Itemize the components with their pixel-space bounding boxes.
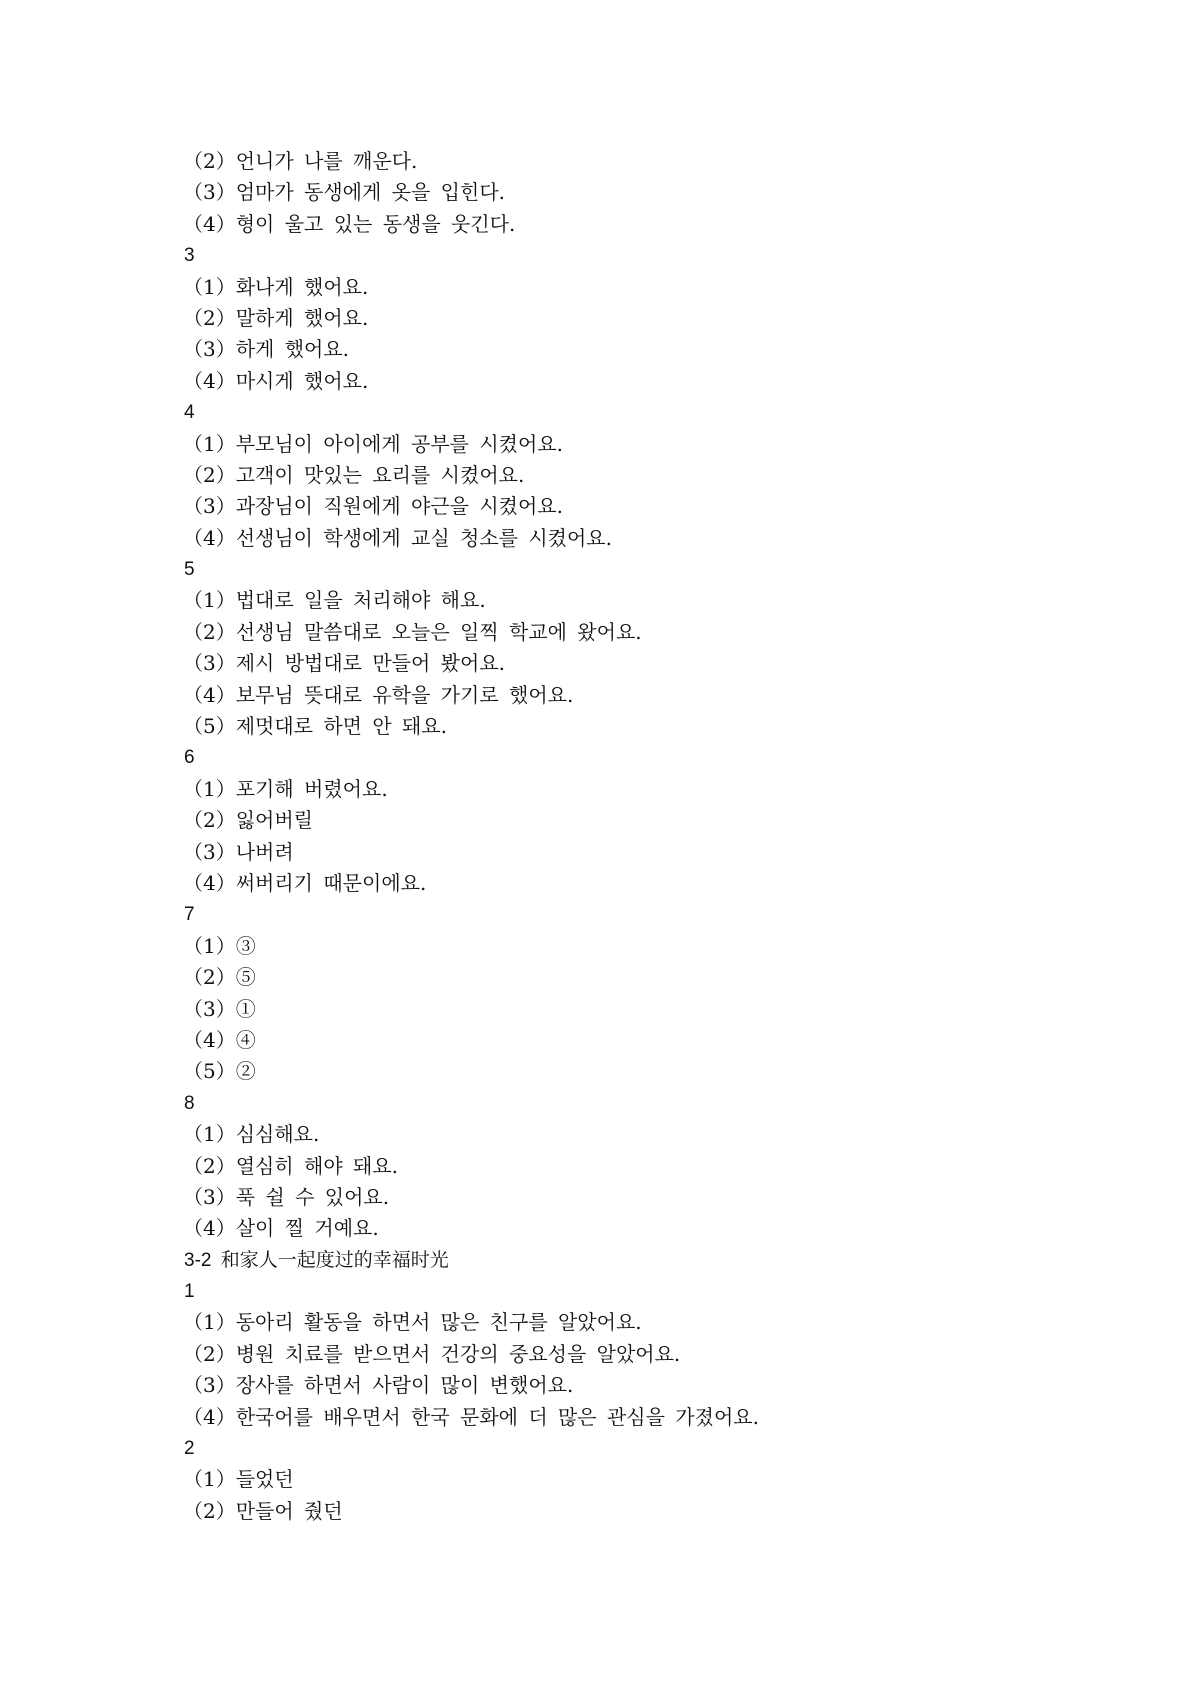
answer-line: （1）포기해 버렸어요.: [183, 776, 388, 801]
answer-line: （2）잃어버릴: [183, 808, 314, 833]
answer-line: （5）제멋대로 하면 안 돼요.: [183, 714, 448, 739]
answer-line: （2）병원 치료를 받으면서 건강의 중요성을 알았어요.: [183, 1341, 681, 1366]
question-number: 6: [184, 747, 195, 769]
question-number: 4: [184, 402, 195, 424]
answer-line: （2）언니가 나를 깨운다.: [183, 149, 418, 173]
answer-line: （1）동아리 활동을 하면서 많은 친구를 알았어요.: [183, 1310, 642, 1335]
answer-line: （2）⑤: [183, 965, 256, 990]
answer-line: （4）한국어를 배우면서 한국 문화에 더 많은 관심을 가졌어요.: [183, 1404, 759, 1429]
answer-line: （3）나버려: [183, 839, 294, 864]
question-number: 1: [184, 1281, 195, 1303]
answer-line: （4）살이 찔 거예요.: [183, 1216, 379, 1241]
answer-line: （1）부모님이 아이에게 공부를 시켰어요.: [183, 431, 563, 456]
answer-line: （5）②: [183, 1059, 256, 1084]
answer-line: （3）장사를 하면서 사람이 많이 변했어요.: [183, 1373, 574, 1398]
question-number: 2: [184, 1438, 195, 1460]
answer-line: （1）법대로 일을 처리해야 해요.: [183, 588, 486, 613]
answer-line: （3）과장님이 직원에게 야근을 시켰어요.: [183, 494, 563, 519]
answer-line: （2）열심히 해야 돼요.: [183, 1153, 399, 1178]
document-body: [183, 146, 1083, 1527]
question-number: 3: [184, 245, 195, 267]
answer-line: （4）써버리기 때문이에요.: [183, 870, 427, 895]
answer-line: （4）④: [183, 1027, 256, 1052]
section-heading: 3-2 和家人一起度过的幸福时光: [184, 1249, 449, 1271]
answer-line: （1）화나게 했어요.: [183, 274, 369, 299]
answer-line: （1）들었던: [183, 1467, 294, 1492]
question-number: 8: [184, 1092, 195, 1114]
answer-line: （4）형이 울고 있는 동생을 웃긴다.: [183, 211, 516, 236]
answer-line: （1）심심해요.: [183, 1122, 320, 1147]
question-number: 7: [184, 904, 195, 926]
answer-line: （2）만들어 줬던: [183, 1498, 343, 1523]
answer-line: （1）③: [183, 933, 256, 958]
answer-line: （4）보무님 뜻대로 유학을 가기로 했어요.: [183, 682, 574, 707]
answer-line: （3）푹 쉴 수 있어요.: [183, 1184, 390, 1209]
answer-line: （3）하게 했어요.: [183, 337, 350, 362]
question-number: 5: [184, 559, 195, 581]
answer-line: （2）고객이 맛있는 요리를 시켰어요.: [183, 462, 525, 487]
answer-line: （3）엄마가 동생에게 옷을 입힌다.: [183, 180, 505, 205]
answer-line: （3）①: [183, 996, 256, 1021]
answer-line: （4）선생님이 학생에게 교실 청소를 시켰어요.: [183, 525, 612, 550]
answer-line: （2）선생님 말씀대로 오늘은 일찍 학교에 왔어요.: [183, 619, 642, 644]
answer-line: （2）말하게 했어요.: [183, 305, 369, 330]
answer-line: （4）마시게 했어요.: [183, 368, 369, 393]
answer-line: （3）제시 방법대로 만들어 봤어요.: [183, 651, 505, 676]
